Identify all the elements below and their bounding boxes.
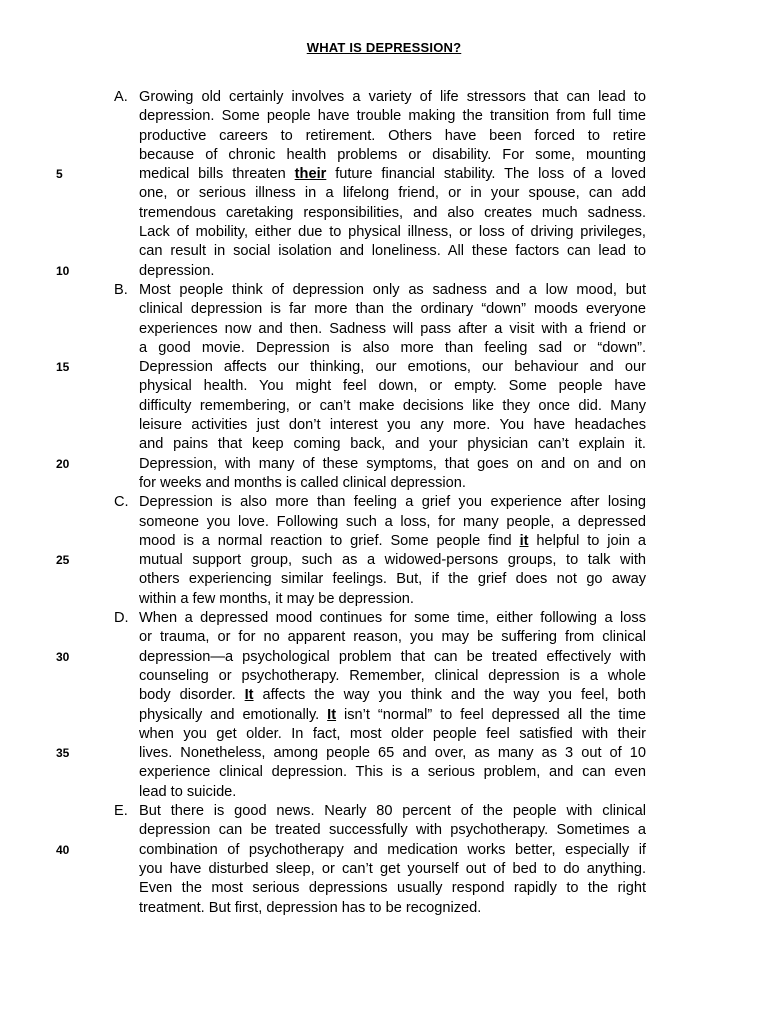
emphasized-word: it [519,532,529,549]
text-line: others experiencing similar feelings. But, if the grief does not go away [139,571,646,588]
text-line: Most people think of depression only as sadness and a low mood, but [139,282,646,298]
paragraph-e [114,802,646,918]
text-line: Depression is also more than feeling a grief you experience after losing [139,494,646,511]
text-line: Lack of mobility, either due to physical illness, or loss of driving privileges, [139,224,646,241]
text-segment: affects the way you think and the way you feel, both [253,687,646,704]
paragraph-b [114,281,646,493]
text-line: when you get older. In fact, most older people feel satisfied with their [139,725,646,742]
line-number: 20 [56,456,70,471]
text-line: within a few months, it may be depression. [139,590,414,607]
text-line: Even the most serious depressions usually respond rapidly to the right [139,880,646,897]
emphasized-word: It [244,687,254,704]
line-number: 35 [56,746,70,761]
page-title: WHAT IS DEPRESSION? [306,40,462,55]
text-line: depression can be treated successfully with psychotherapy. Sometimes a [139,822,646,839]
text-line: difficulty remembering, or can’t make decisions like they once did. Many [139,397,646,414]
paragraph-marker: B. [114,282,128,298]
text-line: because of chronic health problems or disability. For some, mounting [139,146,646,163]
paragraph-a [114,88,646,281]
text-line: depression. [139,262,215,279]
line-number: 10 [56,263,70,278]
text-line: Growing old certainly involves a variety of life stressors that can lead to [139,89,646,105]
text-line [139,165,646,184]
text-line: one, or serious illness in a lifelong friend, or in your spouse, can add [139,185,646,202]
emphasized-word: their [294,166,327,183]
paragraph-marker: E. [114,803,128,820]
text-line: Depression, with many of these symptoms, that goes on and on and on [139,455,646,472]
emphasized-word: It [327,706,337,723]
text-segment: helpful to join a [528,532,647,549]
line-number: 25 [56,553,70,568]
text-line: productive careers to retirement. Others have been forced to retire [139,127,646,144]
text-segment: future financial stability. The loss of a loved [326,166,646,183]
paragraph-d [114,609,646,802]
line-number: 40 [56,842,70,857]
text-line: When a depressed mood continues for some time, either following a loss [139,610,646,627]
text-line: experiences now and then. Sadness will pass after a visit with a friend or [139,320,646,337]
text-segment: body disorder. [139,687,245,704]
paragraph-marker: A. [114,89,128,105]
text-line: leisure activities just don’t interest you any more. You have headaches [139,417,646,434]
text-line: depression. Some people have trouble making the transition from full time [139,108,646,125]
paragraph-c [114,493,646,609]
text-line: mutual support group, such as a widowed-persons groups, to talk with [139,552,646,569]
text-line: a good movie. Depression is also more than feeling sad or “down”. [139,339,646,356]
text-segment: medical bills threaten [139,166,295,183]
text-line: experience clinical depression. This is a serious problem, and can even [139,764,646,781]
text-line [139,686,646,705]
paragraph-marker: C. [114,494,129,511]
text-segment: mood is a normal reaction to grief. Some people find [139,532,520,549]
paragraph-marker: D. [114,610,129,627]
text-line: Depression affects our thinking, our emotions, our behaviour and our [139,359,646,376]
text-line: treatment. But first, depression has to be recognized. [139,899,482,916]
line-number: 15 [56,360,70,375]
line-number: 30 [56,649,70,664]
text-line: you have disturbed sleep, or can’t get yourself out of bed to do anything. [139,860,646,877]
text-line: physical health. You might feel down, or empty. Some people have [139,378,646,395]
text-line: or trauma, or for no apparent reason, you may be suffering from clinical [139,629,646,646]
text-line: clinical depression is far more than the ordinary “down” moods everyone [139,301,646,318]
text-segment: isn’t “normal” to feel depressed all the time [336,706,646,723]
text-line: someone you love. Following such a loss, for many people, a depressed [139,513,646,530]
text-line: But there is good news. Nearly 80 percent of the people with clinical [139,803,646,820]
text-line: for weeks and months is called clinical depression. [139,474,466,491]
text-line: lead to suicide. [139,783,237,800]
text-line [139,706,646,725]
text-line [139,532,646,551]
text-line: tremendous caretaking responsibilities, and also creates much sadness. [139,204,646,221]
line-number: 5 [56,167,63,182]
text-line: can result in social isolation and loneliness. All these factors can lead to [139,243,646,260]
text-segment: physically and emotionally. [139,706,328,723]
text-line: counseling or psychotherapy. Remember, clinical depression is a whole [139,667,646,684]
text-line: depression—a psychological problem that can be treated effectively with [139,648,646,665]
text-line: lives. Nonetheless, among people 65 and over, as many as 3 out of 10 [139,745,646,762]
text-line: and pains that keep coming back, and your physician can’t explain it. [139,436,646,453]
text-line: combination of psychotherapy and medication works better, especially if [139,841,646,858]
